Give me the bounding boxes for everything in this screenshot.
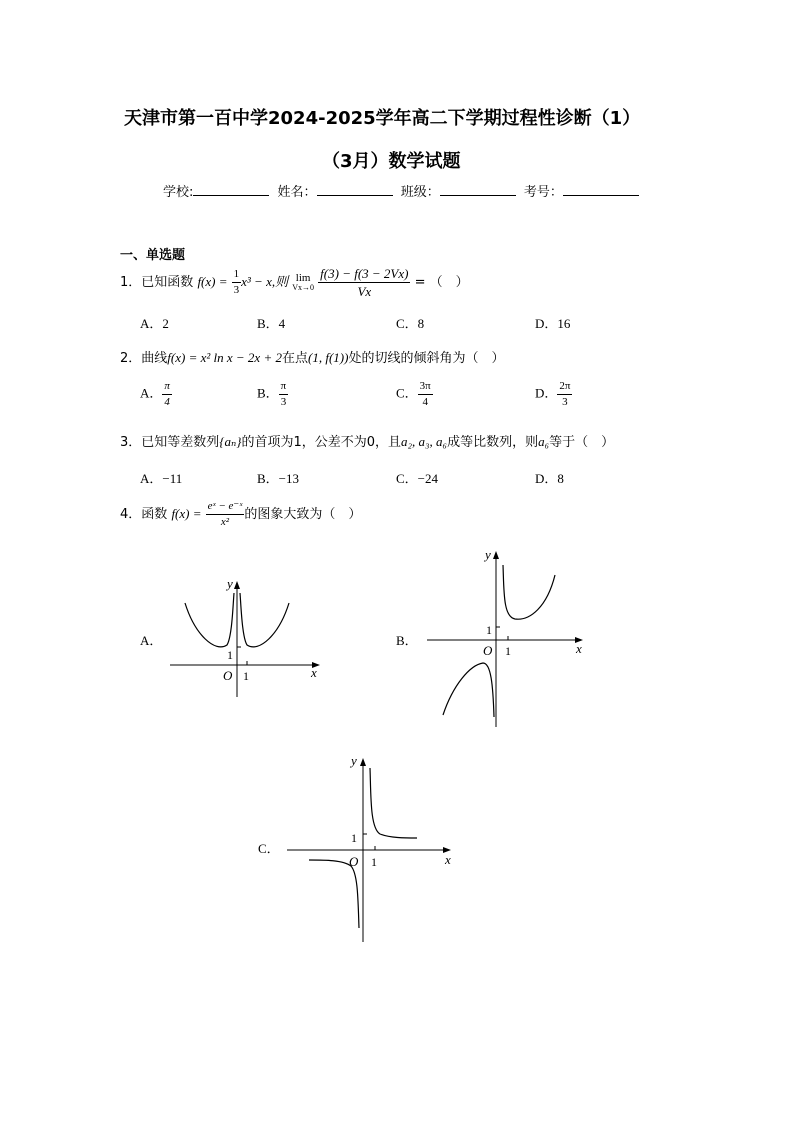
math-expr: f(x) =: [171, 506, 202, 521]
question-tail: = （ ）: [414, 275, 469, 290]
y-axis-arrow-icon: [493, 551, 499, 559]
lim-subscript: Vx→0: [292, 283, 315, 292]
q3-option-a[interactable]: A．−11: [140, 471, 183, 486]
class-field[interactable]: [440, 183, 516, 196]
question-number: 4．: [120, 507, 142, 522]
graph-c: [285, 750, 460, 945]
limit-operator: [292, 273, 314, 292]
question-1: [120, 263, 469, 302]
question-text: 已知等差数列: [141, 435, 220, 450]
fraction-denominator: 3: [562, 396, 568, 408]
graph-a: [165, 575, 325, 700]
q1-option-a[interactable]: A．2: [140, 316, 169, 331]
fraction: [206, 501, 245, 528]
x-tick-label: 1: [371, 855, 377, 869]
math-expr: a₆: [538, 434, 550, 449]
q3-option-b[interactable]: B．−13: [257, 471, 300, 486]
math-expr: {aₙ}: [219, 434, 242, 449]
origin-label: O: [223, 668, 233, 683]
option-label: A．: [140, 385, 163, 401]
page-subtitle: （3月）数学试题: [322, 151, 461, 172]
fraction-numerator: 3π: [418, 381, 433, 395]
question-text: 已知函数: [141, 275, 194, 290]
math-expr: a₂, a₃, a₆: [401, 434, 448, 449]
question-number: 2．: [120, 351, 142, 366]
fraction: [279, 381, 289, 408]
fraction: [418, 381, 433, 408]
q4-option-b[interactable]: B．: [396, 633, 418, 648]
question-number: 1．: [120, 275, 142, 290]
question-2: [120, 347, 504, 366]
q4-option-a[interactable]: A．: [140, 633, 163, 648]
curve-right: [370, 768, 417, 838]
y-axis-label: y: [351, 753, 357, 768]
question-tail: 的图象大致为（ ）: [244, 507, 362, 522]
math-expr: x³ − x,则: [241, 274, 289, 289]
fraction-numerator: 1: [232, 269, 242, 283]
x-tick-label: 1: [505, 644, 511, 658]
y-tick-label: 1: [351, 831, 357, 845]
name-field[interactable]: [317, 183, 393, 196]
question-text: 函数: [141, 507, 168, 522]
fraction-numerator: 2π: [557, 381, 572, 395]
lim-label: lim: [295, 272, 311, 284]
y-tick-label: 1: [486, 623, 492, 637]
limit-numerator: f(3) − f(3 − 2Vx): [320, 266, 409, 281]
limit-denominator: Vx: [357, 284, 372, 299]
curve-left: [309, 860, 359, 928]
question-3: [120, 431, 614, 450]
exam-number-field[interactable]: [563, 183, 639, 196]
name-label: 姓名：: [277, 185, 317, 200]
exam-number-label: 考号：: [523, 185, 563, 200]
x-axis-label: x: [311, 665, 317, 680]
class-label: 班级：: [400, 185, 440, 200]
question-text: 曲线: [141, 351, 168, 366]
curve-right: [503, 565, 555, 619]
y-tick-label: 1: [227, 648, 233, 662]
question-tail: 等于（ ）: [549, 435, 615, 450]
origin-label: O: [483, 643, 493, 658]
fraction: [557, 381, 572, 408]
q2-option-d[interactable]: [535, 381, 572, 408]
q1-option-b[interactable]: B．4: [257, 316, 286, 331]
student-info: [163, 181, 643, 200]
fraction-denominator: 4: [164, 396, 170, 408]
fraction-denominator: 4: [422, 396, 428, 408]
question-tail: 处的切线的倾斜角为（ ）: [348, 351, 505, 366]
math-expr: (1, f(1)): [308, 350, 349, 365]
origin-label: O: [349, 854, 359, 869]
fraction: [162, 381, 172, 408]
question-number: 3．: [120, 435, 142, 450]
curve-left: [185, 593, 234, 647]
school-field[interactable]: [193, 183, 269, 196]
q4-option-c[interactable]: C．: [258, 841, 280, 856]
y-axis-arrow-icon: [234, 581, 240, 589]
option-label: D．: [535, 385, 558, 401]
question-text: 的首项为1，公差不为0，且: [241, 435, 402, 450]
q2-option-c[interactable]: [396, 381, 433, 408]
y-axis-arrow-icon: [360, 758, 366, 766]
x-axis-label: x: [576, 641, 582, 656]
q1-option-d[interactable]: D．16: [535, 316, 571, 331]
math-expr: f(x) = x² ln x − 2x + 2: [167, 350, 282, 365]
y-axis-label: y: [227, 576, 233, 591]
fraction-denominator: 3: [233, 284, 240, 296]
section-heading: 一、单选题: [120, 248, 186, 263]
q2-option-a[interactable]: [140, 381, 172, 408]
fraction: [232, 269, 242, 296]
q3-option-d[interactable]: D．8: [535, 471, 564, 486]
x-axis-label: x: [445, 852, 451, 867]
fraction-numerator: π: [279, 381, 289, 395]
school-label: 学校:: [163, 185, 194, 200]
curve-left: [443, 663, 494, 717]
option-label: C．: [396, 385, 418, 401]
option-label: B．: [257, 385, 279, 401]
question-text: 成等比数列，则: [447, 435, 539, 450]
fraction-denominator: x²: [220, 516, 230, 528]
fraction-denominator: 3: [280, 396, 287, 408]
question-text: 在点: [281, 351, 308, 366]
curve-right: [240, 593, 289, 647]
fraction-numerator: eˣ − e⁻ˣ: [206, 501, 245, 515]
question-4: [120, 496, 361, 533]
graph-b: [425, 545, 590, 730]
math-expr: f(x) =: [197, 274, 228, 289]
q1-option-c[interactable]: C．8: [396, 316, 425, 331]
limit-fraction: [318, 267, 410, 298]
page-title: 天津市第一百中学2024-2025学年高二下学期过程性诊断（1）: [124, 108, 641, 129]
x-tick-label: 1: [243, 669, 249, 683]
fraction-numerator: π: [162, 381, 172, 395]
y-axis-label: y: [485, 547, 491, 562]
q2-option-b[interactable]: [257, 381, 288, 408]
q3-option-c[interactable]: C．−24: [396, 471, 439, 486]
